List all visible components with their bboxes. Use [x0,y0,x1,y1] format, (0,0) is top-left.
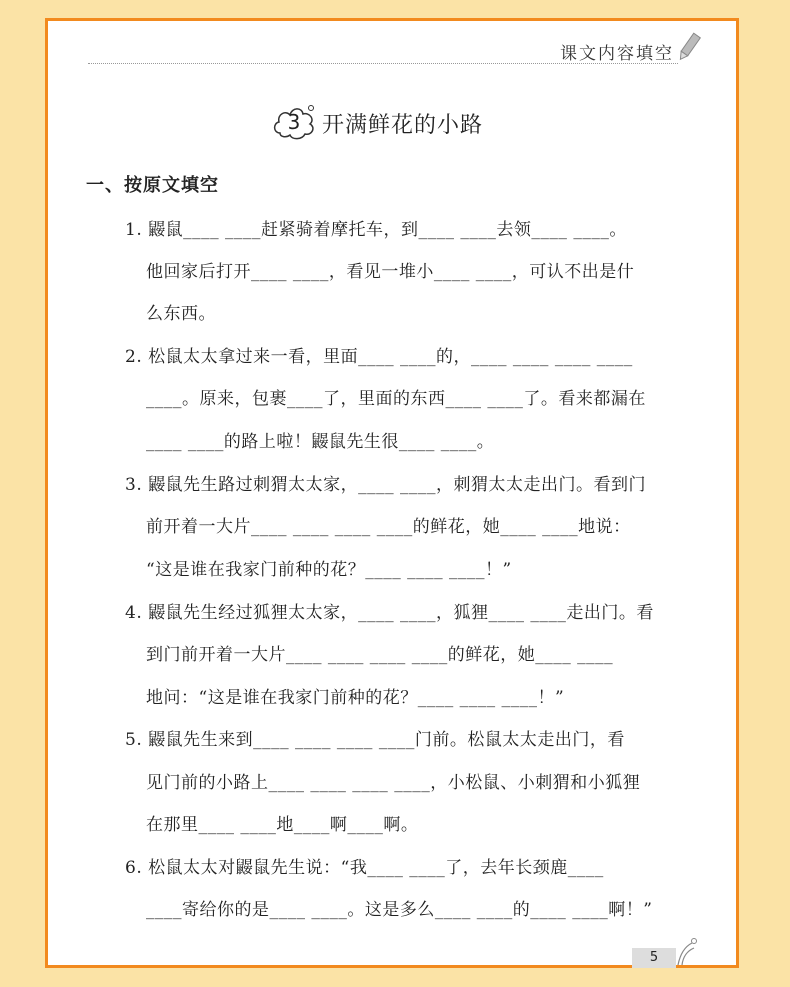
question-1-line-2: 他回家后打开____ ____，看见一堆小____ ____，可认不出是什 [146,262,635,282]
swirl-icon [674,937,698,967]
section-header-label: 课文内容填空 [560,44,674,64]
question-6-line-1: 6. 松鼠太太对鼹鼠先生说：“我____ ____了，去年长颈鹿____ [125,858,604,878]
question-3-line-2: 前开着一大片____ ____ ____ ____的鲜花，她____ ____地说： [146,517,631,537]
question-4-line-1: 4. 鼹鼠先生经过狐狸太太家，____ ____，狐狸____ ____走出门。看 [125,603,654,623]
lesson-title-block [270,99,483,147]
pencil-icon [676,31,702,63]
question-1-line-3: 么东西。 [146,304,216,324]
question-2-line-2: ____。原来，包裹____了，里面的东西____ ____了。看来都漏在 [146,389,646,409]
question-5-line-3: 在那里____ ____地____啊____啊。 [146,815,419,835]
question-6-line-2: ____寄给你的是____ ____。这是多么____ ____的____ ____啊！” [146,900,653,920]
question-3-line-1: 3. 鼹鼠先生路过刺猬太太家，____ ____，刺猬太太走出门。看到门 [125,475,647,495]
section-title: 一、按原文填空 [86,175,219,196]
lesson-number: 3 [287,110,301,134]
question-2-line-3: ____ ____的路上啦！鼹鼠先生很____ ____。 [146,432,495,452]
question-5-line-1: 5. 鼹鼠先生来到____ ____ ____ ____门前。松鼠太太走出门，看 [125,730,625,750]
question-1-line-1: 1. 鼹鼠____ ____赶紧骑着摩托车，到____ ____去领____ ____。 [125,220,627,240]
question-3-line-3: “这是谁在我家门前种的花？____ ____ ____！” [146,560,512,580]
lesson-number-badge [270,99,318,147]
question-5-line-2: 见门前的小路上____ ____ ____ ____，小松鼠、小刺猬和小狐狸 [146,773,641,793]
question-2-line-1: 2. 松鼠太太拿过来一看，里面____ ____的，____ ____ ____ ____ [125,347,633,367]
header-divider [88,63,678,64]
question-4-line-2: 到门前开着一大片____ ____ ____ ____的鲜花，她____ ____ [146,645,614,665]
page-number: 5 [632,948,676,968]
worksheet-page [45,18,739,968]
question-4-line-3: 地问：“这是谁在我家门前种的花？____ ____ ____！” [146,688,565,708]
lesson-title: 开满鲜花的小路 [322,112,484,138]
